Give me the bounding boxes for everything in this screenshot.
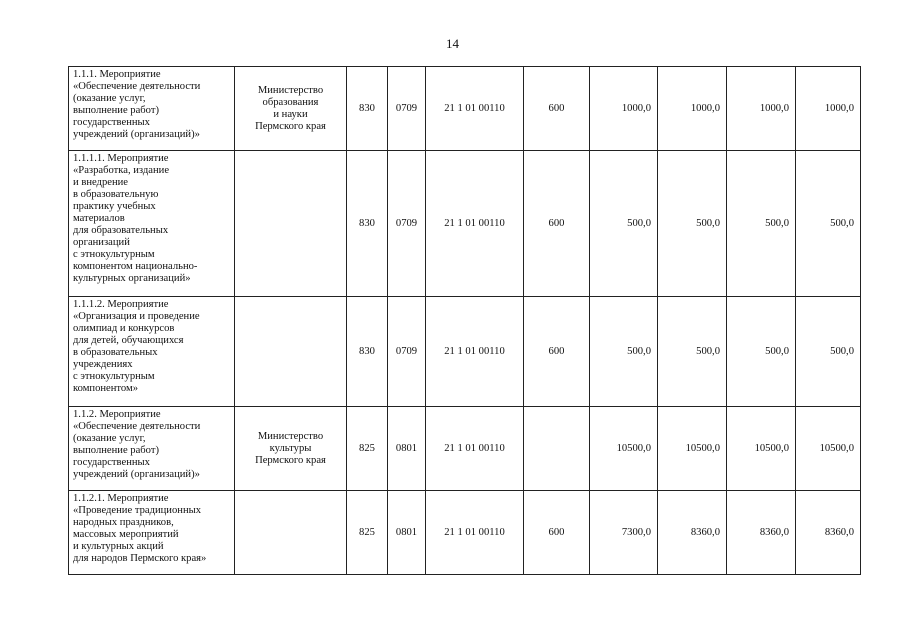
- amount-year-4: 500,0: [796, 151, 861, 297]
- activity-name: 1.1.1.1. Мероприятие «Разработка, издание и внедрение в образовательную практику учебных материалов для образовательных организаций с этнокультурным компонентом национально- культурных организаций»: [69, 151, 235, 297]
- amount-year-2: 1000,0: [658, 67, 727, 151]
- executor-cell: [235, 151, 347, 297]
- amount-year-3: 500,0: [727, 151, 796, 297]
- expense-type-code: [524, 407, 590, 491]
- target-article-code: 21 1 01 00110: [426, 491, 524, 575]
- activity-name: 1.1.1.2. Мероприятие «Организация и проведение олимпиад и конкурсов для детей, обучающихся в образовательных учреждениях с этнокультурным компонентом»: [69, 297, 235, 407]
- amount-year-3: 8360,0: [727, 491, 796, 575]
- table-row: [69, 151, 861, 297]
- grbs-code: 825: [347, 407, 388, 491]
- expense-type-code: 600: [524, 491, 590, 575]
- activity-name: 1.1.1. Мероприятие «Обеспечение деятельности (оказание услуг, выполнение работ) государственных учреждений (организаций)»: [69, 67, 235, 151]
- grbs-code: 825: [347, 491, 388, 575]
- section-code: 0801: [388, 407, 426, 491]
- amount-year-4: 500,0: [796, 297, 861, 407]
- amount-year-1: 1000,0: [590, 67, 658, 151]
- executor-cell: Министерство образования и науки Пермского края: [235, 67, 347, 151]
- amount-year-1: 500,0: [590, 151, 658, 297]
- target-article-code: 21 1 01 00110: [426, 67, 524, 151]
- amount-year-1: 500,0: [590, 297, 658, 407]
- amount-year-2: 500,0: [658, 297, 727, 407]
- section-code: 0801: [388, 491, 426, 575]
- expense-type-code: 600: [524, 67, 590, 151]
- expense-type-code: 600: [524, 151, 590, 297]
- table-row: [69, 407, 861, 491]
- expense-type-code: 600: [524, 297, 590, 407]
- table-row: [69, 491, 861, 575]
- table-row: [69, 67, 861, 151]
- executor-cell: [235, 297, 347, 407]
- section-code: 0709: [388, 151, 426, 297]
- target-article-code: 21 1 01 00110: [426, 297, 524, 407]
- budget-table: [68, 66, 861, 575]
- page-number: 14: [446, 36, 459, 51]
- amount-year-4: 10500,0: [796, 407, 861, 491]
- table-row: [69, 297, 861, 407]
- activity-name: 1.1.2. Мероприятие «Обеспечение деятельности (оказание услуг, выполнение работ) государственных учреждений (организаций)»: [69, 407, 235, 491]
- executor-cell: [235, 491, 347, 575]
- amount-year-1: 10500,0: [590, 407, 658, 491]
- amount-year-2: 10500,0: [658, 407, 727, 491]
- section-code: 0709: [388, 297, 426, 407]
- amount-year-3: 1000,0: [727, 67, 796, 151]
- amount-year-1: 7300,0: [590, 491, 658, 575]
- target-article-code: 21 1 01 00110: [426, 407, 524, 491]
- section-code: 0709: [388, 67, 426, 151]
- activity-name: 1.1.2.1. Мероприятие «Проведение традиционных народных праздников, массовых мероприятий и культурных акций для народов Пермского края»: [69, 491, 235, 575]
- grbs-code: 830: [347, 67, 388, 151]
- grbs-code: 830: [347, 151, 388, 297]
- amount-year-4: 8360,0: [796, 491, 861, 575]
- amount-year-2: 500,0: [658, 151, 727, 297]
- amount-year-3: 10500,0: [727, 407, 796, 491]
- amount-year-2: 8360,0: [658, 491, 727, 575]
- target-article-code: 21 1 01 00110: [426, 151, 524, 297]
- amount-year-3: 500,0: [727, 297, 796, 407]
- executor-cell: Министерство культуры Пермского края: [235, 407, 347, 491]
- amount-year-4: 1000,0: [796, 67, 861, 151]
- grbs-code: 830: [347, 297, 388, 407]
